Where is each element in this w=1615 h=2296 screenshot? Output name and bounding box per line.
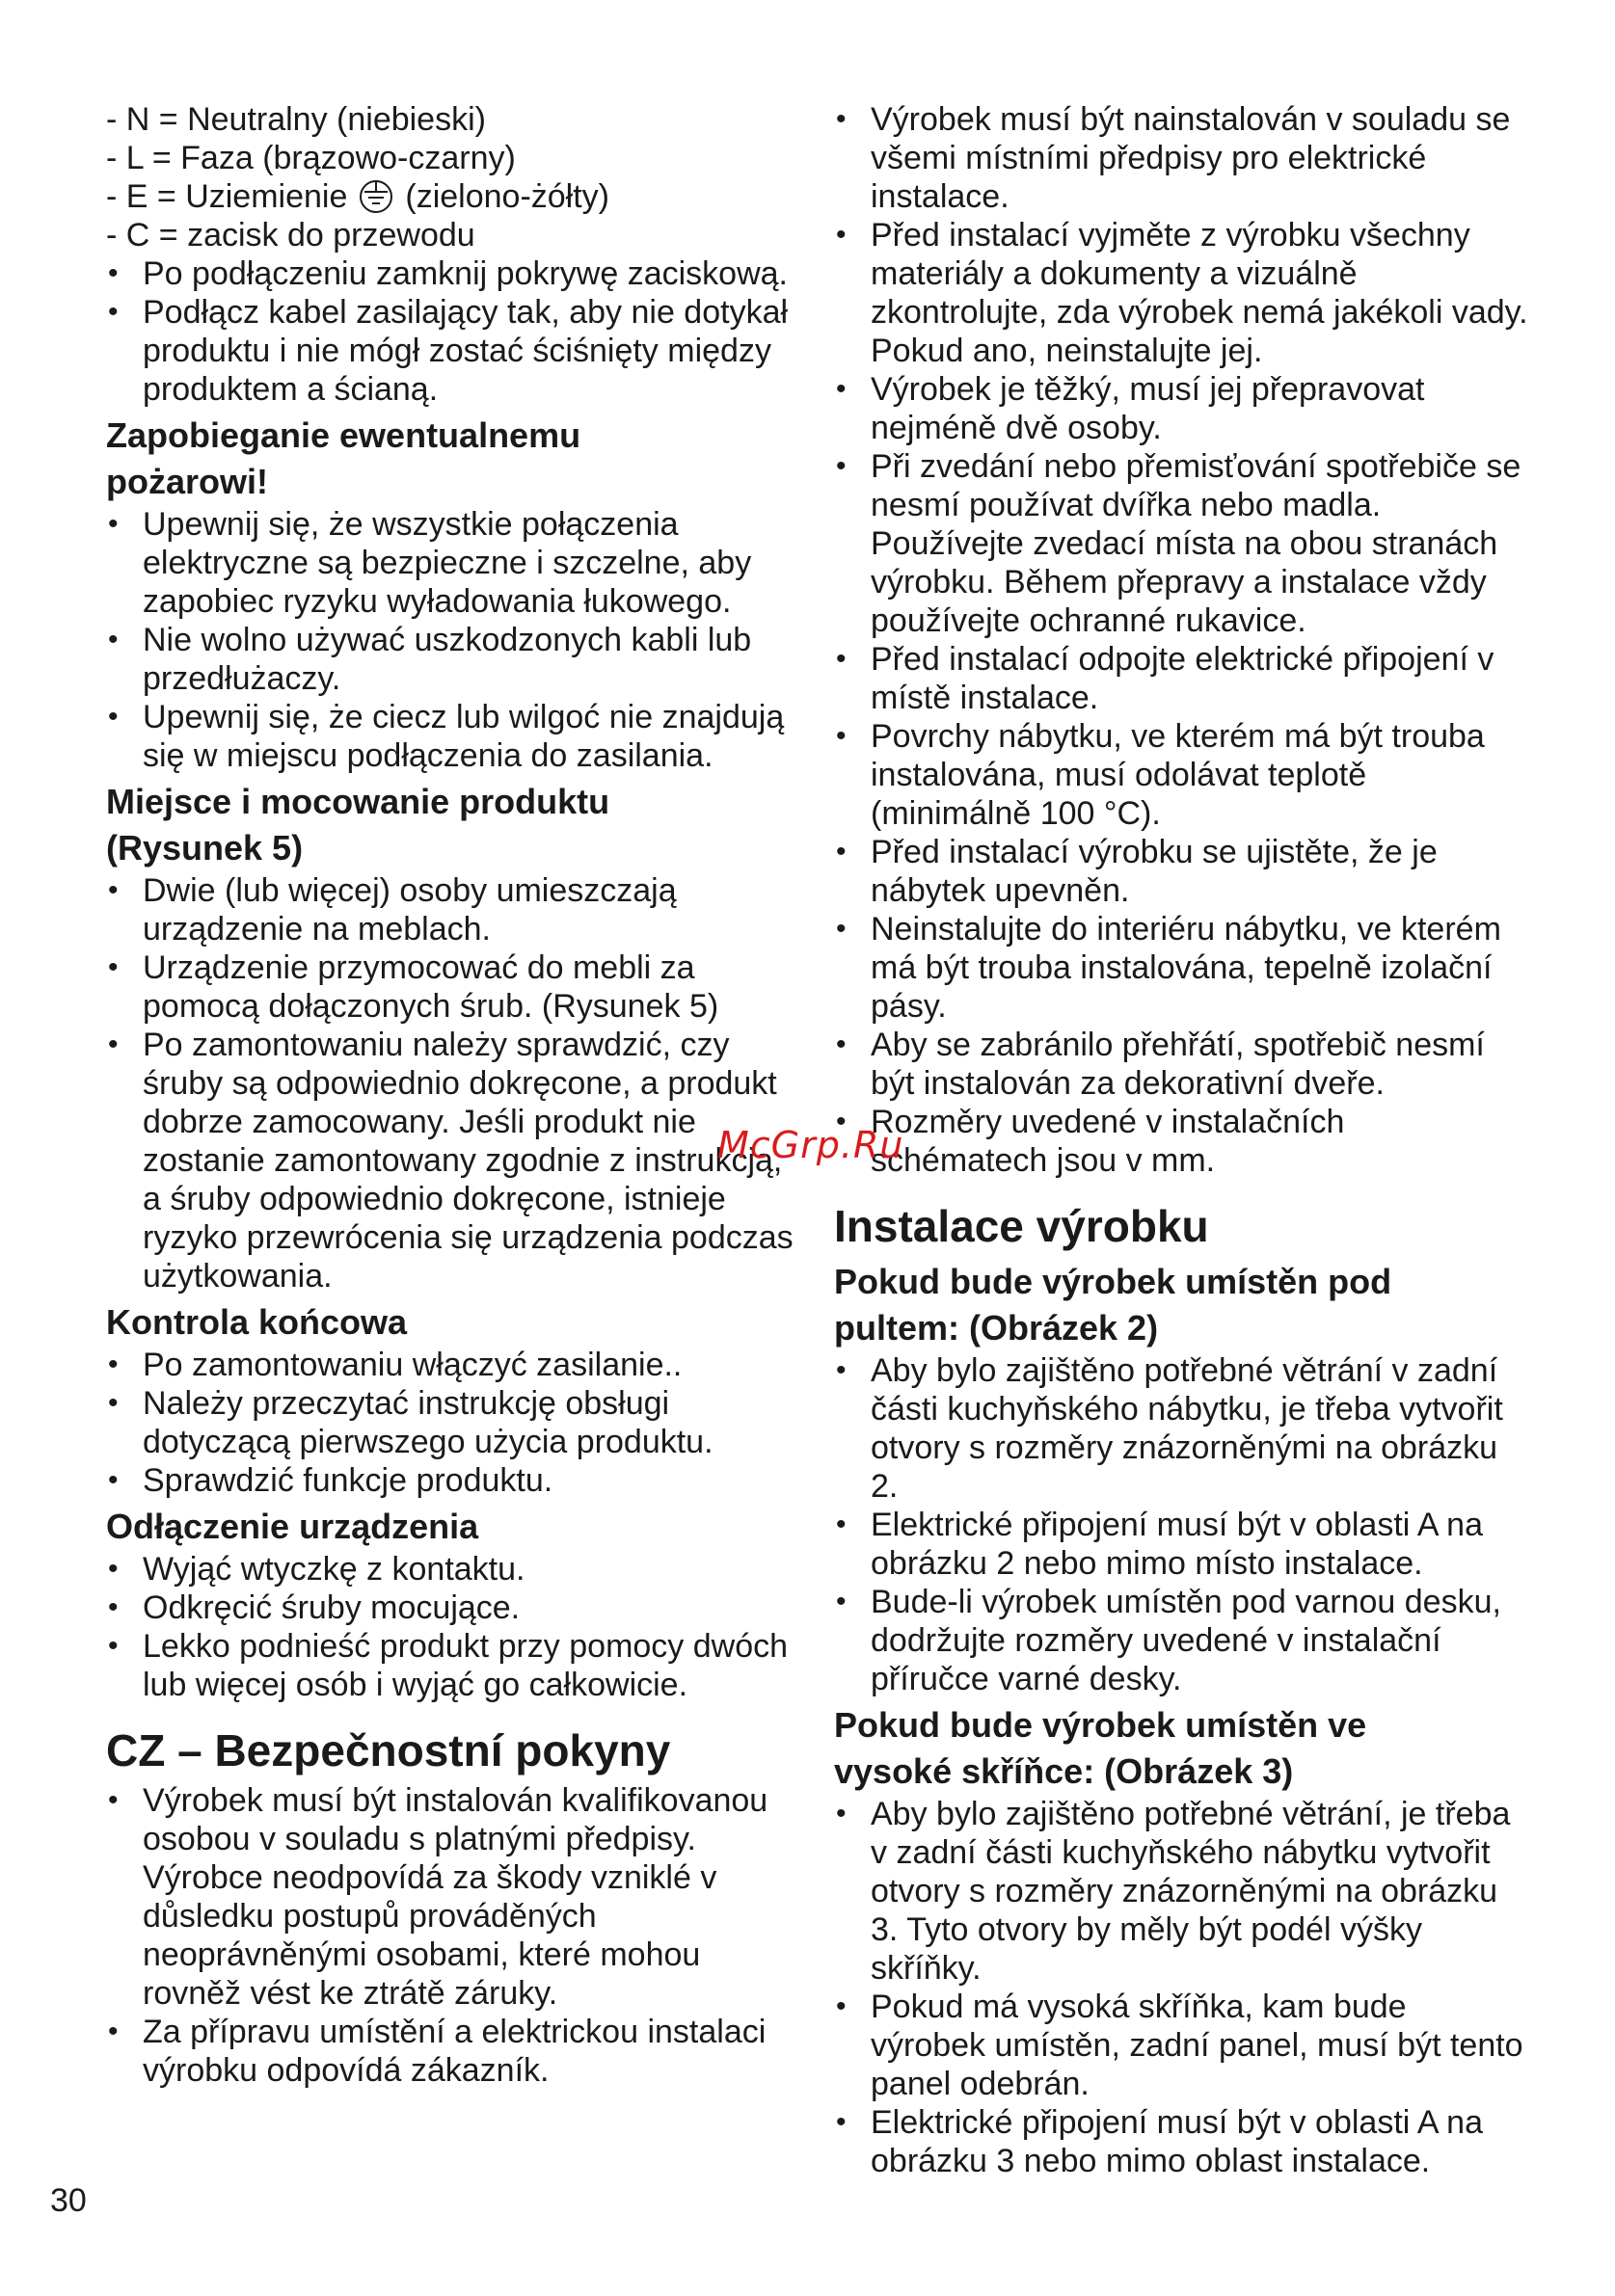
list-item: • Podłącz kabel zasilający tak, aby nie dotykał produktu i nie mógł zostać ściśnięty między produktem a ścianą. (106, 293, 800, 409)
list-item: • Výrobek musí být instalován kvalifikovanou osobou v souladu s platnými předpisy. Výrobce neodpovídá za škody vzniklé v důsledku postupů prováděných neoprávněnými osobami, které mohou rovněž vést ke ztrátě záruky. (106, 1781, 800, 2013)
list-item: • Povrchy nábytku, ve kterém má být trouba instalována, musí odolávat teplotě (minimálně 100 °C). (834, 717, 1528, 833)
list-item: • Aby bylo zajištěno potřebné větrání, je třeba v zadní části kuchyňského nábytku vytvořit otvory s rozměry znázorněnými na obrázku 3. Tyto otvory by měly být podél výšky skříňky. (834, 1795, 1528, 1988)
list-item: • Po zamontowaniu należy sprawdzić, czy śruby są odpowiednio dokręcone, a produkt dobrze zamocowany. Jeśli produkt nie zostanie zamontowany zgodnie z instrukcją, a śruby odpowiednio dokręcone, istnieje ryzyko przewrócenia się urządzenia podczas użytkowania. (106, 1026, 800, 1295)
wire-neutral: - N = Neutralny (niebieski) (106, 101, 486, 138)
under-counter-heading: Pokud bude výrobek umístěn pod pultem: (Obrázek 2) (834, 1262, 1392, 1348)
list-item: • Dwie (lub więcej) osoby umieszczają urządzenie na meblach. (106, 871, 800, 948)
earth-symbol-icon (355, 178, 397, 215)
list-item: • Rozměry uvedené v instalačních schématech jsou v mm. (834, 1103, 1528, 1180)
disconnect-heading: Odłączenie urządzenia (106, 1507, 479, 1546)
list-item: • Upewnij się, że ciecz lub wilgoć nie znajdują się w miejscu podłączenia do zasilania. (106, 698, 800, 775)
list-item: • Lekko podnieść produkt przy pomocy dwóch lub więcej osób i wyjąć go całkowicie. (106, 1627, 800, 1704)
under-counter-bullet-list (834, 1351, 1528, 1698)
tall-cabinet-heading: Pokud bude výrobek umístěn ve vysoké skříňce: (Obrázek 3) (834, 1705, 1367, 1791)
list-item: • Nie wolno używać uszkodzonych kabli lub przedłużaczy. (106, 621, 800, 698)
list-item: • Pokud má vysoká skříňka, kam bude výrobek umístěn, zadní panel, musí být tento panel odebrán. (834, 1988, 1528, 2103)
wire-phase: - L = Faza (brązowo-czarny) (106, 140, 516, 176)
list-item: • Při zvedání nebo přemisťování spotřebiče se nesmí používat dvířka nebo madla. Používejte zvedací místa na obou stranách výrobku. Během přepravy a instalace vždy používejte ochranné rukavice. (834, 447, 1528, 640)
final-check-heading: Kontrola końcowa (106, 1302, 408, 1342)
list-item: • Upewnij się, że wszystkie połączenia elektryczne są bezpieczne i szczelne, aby zapobiec ryzyku wyładowania łukowego. (106, 505, 800, 621)
list-item: • Elektrické připojení musí být v oblasti A na obrázku 3 nebo mimo oblast instalace. (834, 2103, 1528, 2180)
list-item: • Aby se zabránilo přehřátí, spotřebič nesmí být instalován za dekorativní dveře. (834, 1026, 1528, 1103)
list-item: • Należy przeczytać instrukcję obsługi dotyczącą pierwszego użycia produktu. (106, 1384, 800, 1461)
list-item: • Po zamontowaniu włączyć zasilanie.. (106, 1346, 800, 1384)
left-column (106, 100, 800, 2090)
wire-earth: - E = Uziemienie (zielono-żółty) (106, 178, 609, 215)
list-item: • Sprawdzić funkcje produktu. (106, 1461, 800, 1500)
fire-prevention-heading: Zapobieganie ewentualnemu pożarowi! (106, 415, 581, 501)
list-item: • Po podłączeniu zamknij pokrywę zaciskową. (106, 254, 800, 293)
list-item: • Aby bylo zajištěno potřebné větrání v zadní části kuchyňského nábytku, je třeba vytvořit otvory s rozměry znázorněnými na obrázku 2. (834, 1351, 1528, 1506)
connection-bullet-list (106, 254, 800, 409)
list-item: • Výrobek je těžký, musí jej přepravovat nejméně dvě osoby. (834, 370, 1528, 447)
list-item: • Neinstalujte do interiéru nábytku, ve kterém má být trouba instalována, tepelně izolační pásy. (834, 910, 1528, 1026)
mounting-heading: Miejsce i mocowanie produktu (Rysunek 5) (106, 782, 610, 868)
page-number: 30 (50, 2182, 87, 2219)
list-item: • Výrobek musí být nainstalován v souladu se všemi místními předpisy pro elektrické instalace. (834, 100, 1528, 216)
cz-general-bullet-list (834, 100, 1528, 1180)
wire-clamp: - C = zacisk do przewodu (106, 217, 475, 254)
list-item: • Před instalací vyjměte z výrobku všechny materiály a dokumenty a vizuálně zkontrolujte, zda výrobek nemá jakékoli vady. Pokud ano, neinstalujte jej. (834, 216, 1528, 370)
list-item: • Odkręcić śruby mocujące. (106, 1589, 800, 1627)
list-item: • Za přípravu umístění a elektrickou instalaci výrobku odpovídá zákazník. (106, 2013, 800, 2090)
list-item: • Bude-li výrobek umístěn pod varnou desku, dodržujte rozměry uvedené v instalační příručce varné desky. (834, 1583, 1528, 1698)
tall-cabinet-bullet-list (834, 1795, 1528, 2180)
list-item: • Před instalací odpojte elektrické připojení v místě instalace. (834, 640, 1528, 717)
watermark: McGrp.Ru (717, 1124, 904, 1166)
list-item: • Wyjąć wtyczkę z kontaktu. (106, 1550, 800, 1589)
cz-safety-heading: CZ – Bezpečnostní pokyny (106, 1725, 671, 1775)
cz-safety-bullet-list (106, 1781, 800, 2090)
final-check-bullet-list (106, 1346, 800, 1500)
right-column (834, 100, 1528, 2180)
list-item: • Elektrické připojení musí být v oblasti A na obrázku 2 nebo mimo místo instalace. (834, 1506, 1528, 1583)
list-item: • Urządzenie przymocować do mebli za pomocą dołączonych śrub. (Rysunek 5) (106, 948, 800, 1026)
installation-heading: Instalace výrobku (834, 1201, 1209, 1251)
list-item: • Před instalací výrobku se ujistěte, že je nábytek upevněn. (834, 833, 1528, 910)
disconnect-bullet-list (106, 1550, 800, 1704)
fire-bullet-list (106, 505, 800, 775)
mounting-bullet-list (106, 871, 800, 1295)
